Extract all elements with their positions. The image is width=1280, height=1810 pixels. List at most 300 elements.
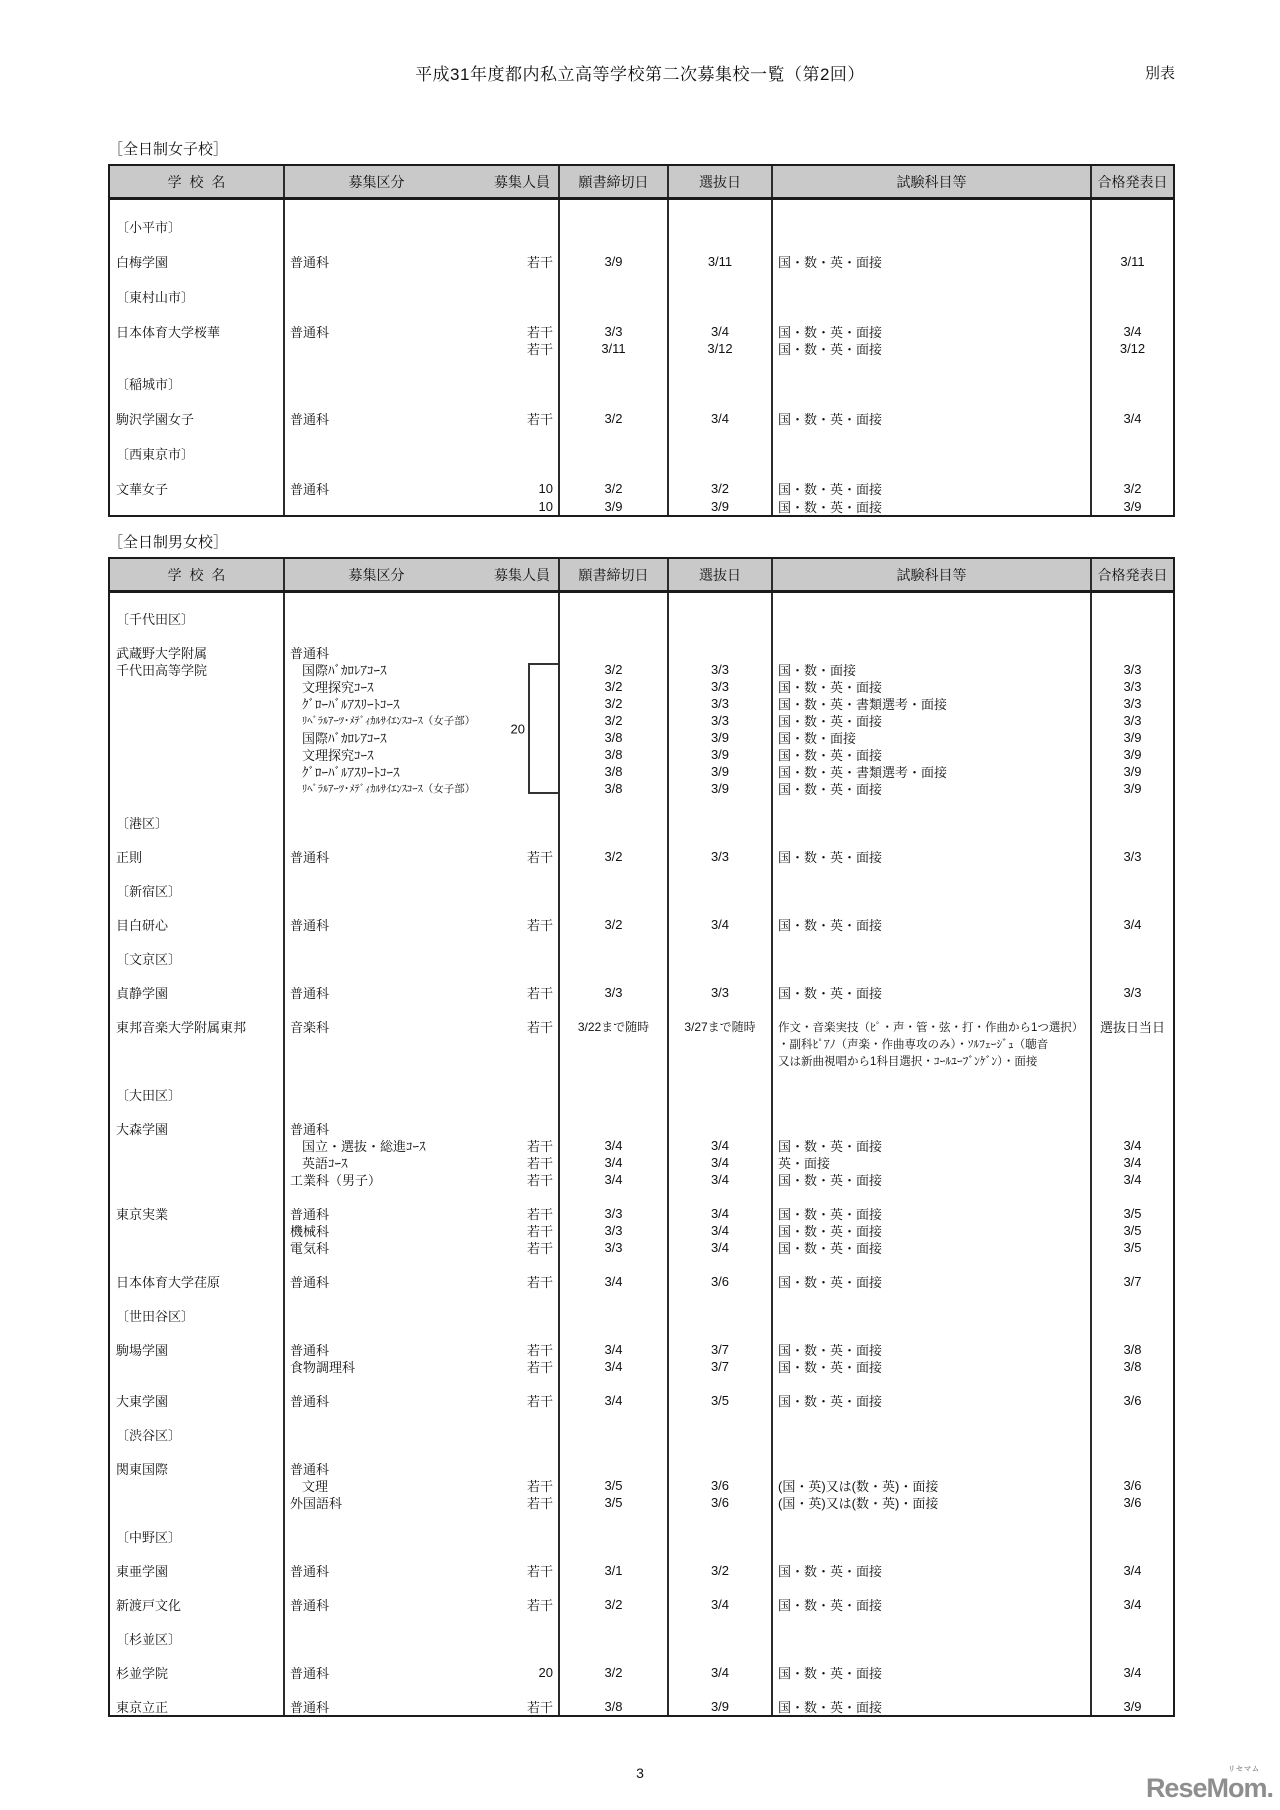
cell-selection-date (669, 428, 773, 446)
cell-announcement: 3/4 (1123, 1155, 1142, 1170)
table-row (110, 1171, 1173, 1188)
cell-deadline (560, 1681, 669, 1698)
cell-division-capacity (285, 1681, 560, 1698)
cell-division-capacity (285, 1086, 560, 1103)
cell-selection-date (669, 1086, 773, 1103)
cell-announcement (1092, 644, 1173, 661)
cell-exam-subjects (773, 1681, 1092, 1698)
cell-division: 普通科 (290, 1122, 330, 1137)
cell-school: 杉並学院 (110, 1664, 285, 1681)
cell-deadline (560, 627, 669, 644)
table-row (110, 1698, 1173, 1715)
table-body (110, 200, 1173, 515)
table-row (110, 763, 1173, 780)
cell-school (110, 358, 285, 376)
cell-deadline (560, 358, 669, 376)
cell-division-capacity (285, 950, 560, 967)
cell-selection-date: 3/5 (669, 1392, 773, 1409)
cell-deadline (560, 1409, 669, 1426)
cell-division: ｸﾞﾛｰﾊﾞﾙｱｽﾘｰﾄｺｰｽ (302, 697, 400, 712)
cell-announcement: 3/3 (1123, 696, 1142, 711)
cell-selection-date (669, 627, 773, 644)
cell-area-label: 〔杉並区〕 (110, 1630, 285, 1647)
cell-capacity: 若干 (526, 412, 553, 428)
cell-announcement (1092, 375, 1173, 393)
cell-exam-subjects: 国・数・英・面接 (773, 746, 1092, 763)
cell-selection-date: 3/4 (669, 1596, 773, 1613)
cell-selection-date (669, 200, 773, 218)
cell-exam-subjects (773, 933, 1092, 950)
cell-deadline (560, 644, 669, 661)
cell-division: 普通科 (290, 646, 330, 661)
cell-exam-subjects (773, 445, 1092, 463)
cell-selection-date (669, 375, 773, 393)
cell-school (110, 1052, 285, 1069)
header-selection-date: 選抜日 (669, 559, 773, 590)
cell-exam-subjects (773, 1290, 1092, 1307)
cell-deadline: 3/9 (560, 498, 669, 516)
cell-school (110, 1188, 285, 1205)
cell-announcement (1092, 967, 1173, 984)
cell-division: 普通科 (290, 1343, 330, 1358)
cell-selection-date (669, 1409, 773, 1426)
cell-deadline (560, 1511, 669, 1528)
cell-division: 音楽科 (290, 1020, 330, 1035)
cell-exam-subjects (773, 1613, 1092, 1630)
cell-announcement: 3/5 (1123, 1223, 1142, 1238)
cell-exam-subjects (773, 831, 1092, 848)
cell-school (110, 235, 285, 253)
blank-row (110, 1324, 1173, 1341)
cell-area-label: 〔千代田区〕 (110, 610, 285, 627)
cell-division-capacity (285, 1392, 560, 1409)
cell-deadline (560, 1528, 669, 1545)
cell-capacity: 若干 (526, 918, 553, 933)
cell-area-label: 〔小平市〕 (110, 218, 285, 236)
cell-exam-subjects (773, 1630, 1092, 1647)
cell-announcement (1092, 1528, 1173, 1545)
cell-announcement: 3/8 (1123, 1342, 1142, 1357)
cell-area-label: 〔港区〕 (110, 814, 285, 831)
cell-division-capacity (285, 1443, 560, 1460)
table-row (110, 1205, 1173, 1222)
cell-division: 普通科 (290, 986, 330, 1001)
cell-announcement (1092, 1035, 1173, 1052)
cell-exam-subjects: 国・数・英・面接 (773, 410, 1092, 428)
cell-division-capacity (285, 1613, 560, 1630)
cell-division-capacity (285, 678, 560, 695)
cell-announcement (1092, 1579, 1173, 1596)
cell-selection-date: 3/4 (669, 1171, 773, 1188)
cell-deadline (560, 375, 669, 393)
cell-deadline: 3/2 (560, 848, 669, 865)
cell-exam-subjects (773, 1460, 1092, 1477)
cell-selection-date: 3/9 (669, 746, 773, 763)
cell-school: 大森学園 (110, 1120, 285, 1137)
cell-exam-subjects: 国・数・英・面接 (773, 498, 1092, 516)
table-row (110, 695, 1173, 712)
cell-announcement (1092, 1647, 1173, 1664)
cell-announcement (1092, 1324, 1173, 1341)
cell-exam-subjects: 国・数・英・面接 (773, 780, 1092, 797)
cell-exam-subjects (773, 627, 1092, 644)
cell-announcement (1092, 1511, 1173, 1528)
cell-selection-date: 3/3 (669, 678, 773, 695)
section-coed-schools (108, 531, 1175, 1717)
cell-exam-subjects: 作文・音楽実技（ﾋﾟ・声・管・弦・打・作曲から1つ選択） (773, 1018, 1092, 1035)
cell-selection-date (669, 610, 773, 627)
cell-division-capacity (285, 340, 560, 358)
blank-row (110, 933, 1173, 950)
cell-capacity: 10 (538, 481, 553, 497)
cell-exam-subjects (773, 967, 1092, 984)
cell-exam-subjects (773, 1511, 1092, 1528)
blank-row (110, 1613, 1173, 1630)
cell-deadline (560, 235, 669, 253)
cell-deadline (560, 1001, 669, 1018)
cell-school: 新渡戸文化 (110, 1596, 285, 1613)
cell-deadline: 3/2 (560, 1664, 669, 1681)
cell-selection-date (669, 1375, 773, 1392)
table-row (110, 480, 1173, 498)
cell-school (110, 1375, 285, 1392)
cell-selection-date (669, 235, 773, 253)
table-row (110, 1392, 1173, 1409)
cell-selection-date: 3/3 (669, 984, 773, 1001)
area-row (110, 1086, 1173, 1103)
area-row (110, 288, 1173, 306)
cell-deadline: 3/4 (560, 1392, 669, 1409)
cell-exam-subjects: 国・数・英・面接 (773, 1562, 1092, 1579)
header-deadline: 願書締切日 (560, 559, 669, 590)
cell-selection-date (669, 1001, 773, 1018)
cell-exam-subjects (773, 1069, 1092, 1086)
cell-exam-subjects: 国・数・英・面接 (773, 1222, 1092, 1239)
cell-school: 貞静学園 (110, 984, 285, 1001)
cell-exam-subjects: 国・数・英・面接 (773, 1664, 1092, 1681)
cell-deadline (560, 1545, 669, 1562)
cell-school (110, 1222, 285, 1239)
cell-deadline (560, 200, 669, 218)
cell-school: 白梅学園 (110, 253, 285, 271)
cell-school (110, 1137, 285, 1154)
cell-deadline: 3/4 (560, 1341, 669, 1358)
cell-division-capacity (285, 729, 560, 746)
cell-division: 機械科 (290, 1224, 330, 1239)
cell-announcement: 3/7 (1123, 1274, 1142, 1289)
cell-area-label: 〔稲城市〕 (110, 375, 285, 393)
cell-school (110, 305, 285, 323)
cell-exam-subjects (773, 814, 1092, 831)
cell-school (110, 1494, 285, 1511)
blank-row (110, 358, 1173, 376)
blank-row (110, 1256, 1173, 1273)
cell-selection-date: 3/9 (669, 780, 773, 797)
cell-selection-date: 3/7 (669, 1341, 773, 1358)
cell-deadline: 3/8 (560, 1698, 669, 1715)
cell-selection-date (669, 967, 773, 984)
cell-announcement (1092, 1290, 1173, 1307)
cell-division-capacity (285, 1494, 560, 1511)
cell-selection-date (669, 463, 773, 481)
table-row (110, 1137, 1173, 1154)
cell-division-capacity (285, 882, 560, 899)
cell-selection-date (669, 1069, 773, 1086)
cell-division-capacity (285, 270, 560, 288)
cell-announcement: 3/9 (1123, 747, 1142, 762)
table-row (110, 848, 1173, 865)
cell-school (110, 695, 285, 712)
cell-school (110, 933, 285, 950)
cell-division-capacity (285, 200, 560, 218)
cell-selection-date (669, 933, 773, 950)
area-row (110, 218, 1173, 236)
cell-announcement (1092, 933, 1173, 950)
cell-division: 電気科 (290, 1241, 330, 1256)
cell-division: 工業科（男子） (290, 1173, 382, 1188)
cell-deadline (560, 814, 669, 831)
cell-announcement (1092, 445, 1173, 463)
cell-selection-date (669, 1035, 773, 1052)
cell-deadline (560, 1426, 669, 1443)
cell-division-capacity (285, 780, 560, 797)
cell-deadline: 3/4 (560, 1154, 669, 1171)
cell-division: 普通科 (290, 1394, 330, 1409)
cell-selection-date: 3/4 (669, 410, 773, 428)
cell-announcement (1092, 1307, 1173, 1324)
cell-capacity: 若干 (526, 324, 553, 340)
cell-announcement (1092, 593, 1173, 610)
table-row (110, 1477, 1173, 1494)
cell-deadline (560, 1103, 669, 1120)
cell-deadline (560, 831, 669, 848)
watermark-ruby: リセマム (1228, 1766, 1260, 1773)
cell-selection-date (669, 1307, 773, 1324)
cell-area-label: 〔新宿区〕 (110, 882, 285, 899)
cell-division-capacity (285, 1664, 560, 1681)
blank-row (110, 831, 1173, 848)
cell-division-capacity (285, 410, 560, 428)
cell-division-capacity (285, 1273, 560, 1290)
cell-division-capacity (285, 1545, 560, 1562)
cell-school (110, 1171, 285, 1188)
cell-deadline (560, 1086, 669, 1103)
cell-deadline: 3/5 (560, 1477, 669, 1494)
cell-selection-date: 3/3 (669, 712, 773, 729)
cell-capacity: 若干 (526, 342, 553, 358)
cell-school: 日本体育大学荏原 (110, 1273, 285, 1290)
cell-school: 関東国際 (110, 1460, 285, 1477)
cell-division-capacity (285, 1120, 560, 1137)
blank-row (110, 1103, 1173, 1120)
blank-row (110, 1647, 1173, 1664)
cell-announcement: 3/3 (1123, 679, 1142, 694)
cell-school (110, 1001, 285, 1018)
cell-selection-date (669, 593, 773, 610)
cell-school (110, 1443, 285, 1460)
cell-deadline (560, 1630, 669, 1647)
cell-selection-date (669, 270, 773, 288)
cell-exam-subjects: (国・英)又は(数・英)・面接 (773, 1477, 1092, 1494)
table-row (110, 1358, 1173, 1375)
table-row (110, 984, 1173, 1001)
cell-division-capacity (285, 831, 560, 848)
cell-selection-date (669, 1052, 773, 1069)
cell-deadline: 3/1 (560, 1562, 669, 1579)
cell-division-capacity (285, 848, 560, 865)
cell-announcement (1092, 305, 1173, 323)
cell-deadline (560, 428, 669, 446)
blank-row (110, 428, 1173, 446)
cell-announcement: 3/3 (1123, 713, 1142, 728)
cell-school: 武蔵野大学附属 (110, 644, 285, 661)
cell-selection-date (669, 358, 773, 376)
cell-announcement: 3/9 (1123, 781, 1142, 796)
cell-school (110, 899, 285, 916)
cell-exam-subjects: 国・数・英・面接 (773, 323, 1092, 341)
cell-division-capacity (285, 1630, 560, 1647)
cell-exam-subjects (773, 882, 1092, 899)
cell-exam-subjects: 国・数・英・面接 (773, 1239, 1092, 1256)
cell-school (110, 1358, 285, 1375)
cell-deadline (560, 1375, 669, 1392)
cell-division-capacity (285, 1290, 560, 1307)
cell-exam-subjects (773, 1528, 1092, 1545)
cell-capacity: 若干 (526, 1139, 553, 1154)
cell-division-capacity (285, 305, 560, 323)
cell-announcement: 3/6 (1123, 1478, 1142, 1493)
cell-division: 普通科 (290, 1598, 330, 1613)
cell-announcement: 選抜日当日 (1099, 1020, 1165, 1035)
cell-division-capacity (285, 1205, 560, 1222)
blank-row (110, 967, 1173, 984)
header-announcement: 合格発表日 (1097, 173, 1168, 190)
table-row (110, 746, 1173, 763)
cell-division-capacity (285, 393, 560, 411)
cell-division-capacity (285, 1511, 560, 1528)
capacity-bracket-value: 20 (510, 721, 525, 736)
cell-deadline (560, 445, 669, 463)
section-label: ［全日制男女校］ (108, 534, 229, 551)
cell-deadline (560, 1443, 669, 1460)
cell-exam-subjects: 国・数・英・面接 (773, 1273, 1092, 1290)
cell-exam-subjects: 国・数・面接 (773, 729, 1092, 746)
cell-division-capacity (285, 1239, 560, 1256)
cell-division-capacity (285, 235, 560, 253)
cell-school (110, 831, 285, 848)
cell-deadline: 3/2 (560, 1596, 669, 1613)
cell-deadline (560, 1579, 669, 1596)
cell-selection-date (669, 1426, 773, 1443)
table-row (110, 1239, 1173, 1256)
cell-division-capacity (285, 1154, 560, 1171)
cell-division-capacity (285, 498, 560, 516)
cell-announcement (1092, 1630, 1173, 1647)
cell-announcement (1092, 270, 1173, 288)
cell-announcement: 3/4 (1123, 323, 1142, 339)
cell-division-capacity (285, 712, 560, 729)
cell-announcement (1092, 950, 1173, 967)
cell-announcement (1092, 1681, 1173, 1698)
cell-school (110, 200, 285, 218)
cell-selection-date (669, 1120, 773, 1137)
header-capacity: 募集人員 (494, 566, 550, 583)
table-row (110, 323, 1173, 341)
cell-division: 普通科 (290, 324, 330, 340)
cell-selection-date (669, 882, 773, 899)
cell-division-capacity (285, 984, 560, 1001)
cell-announcement (1092, 288, 1173, 306)
cell-announcement (1092, 1103, 1173, 1120)
cell-announcement (1092, 1001, 1173, 1018)
cell-exam-subjects (773, 1579, 1092, 1596)
cell-exam-subjects: 国・数・英・書類選考・面接 (773, 763, 1092, 780)
cell-deadline (560, 270, 669, 288)
blank-row (110, 1545, 1173, 1562)
cell-division-capacity (285, 763, 560, 780)
cell-division: ｸﾞﾛｰﾊﾞﾙｱｽﾘｰﾄｺｰｽ (302, 765, 400, 780)
cell-exam-subjects (773, 797, 1092, 814)
cell-capacity: 若干 (526, 254, 553, 270)
cell-division-capacity (285, 445, 560, 463)
cell-selection-date: 3/4 (669, 1205, 773, 1222)
cell-school (110, 1239, 285, 1256)
cell-school (110, 780, 285, 797)
cell-division: 食物調理科 (290, 1360, 356, 1375)
table-row (110, 1120, 1173, 1137)
cell-deadline: 3/4 (560, 1273, 669, 1290)
table-row (110, 1222, 1173, 1239)
cell-exam-subjects (773, 1647, 1092, 1664)
cell-deadline (560, 865, 669, 882)
cell-school (110, 1477, 285, 1494)
table-row (110, 678, 1173, 695)
cell-announcement (1092, 831, 1173, 848)
cell-area-label: 〔渋谷区〕 (110, 1426, 285, 1443)
cell-area-label: 〔中野区〕 (110, 1528, 285, 1545)
cell-exam-subjects: 国・数・英・面接 (773, 1171, 1092, 1188)
cell-school (110, 678, 285, 695)
cell-exam-subjects: 国・数・英・面接 (773, 712, 1092, 729)
table-row (110, 410, 1173, 428)
table-row (110, 498, 1173, 516)
blank-row (110, 899, 1173, 916)
cell-exam-subjects: 国・数・英・面接 (773, 1137, 1092, 1154)
table-row (110, 916, 1173, 933)
cell-school (110, 1647, 285, 1664)
cell-capacity: 若干 (526, 1224, 553, 1239)
table-row (110, 253, 1173, 271)
cell-selection-date (669, 831, 773, 848)
cell-announcement: 3/4 (1123, 1597, 1142, 1612)
area-row (110, 1528, 1173, 1545)
table-row (110, 1596, 1173, 1613)
cell-selection-date (669, 797, 773, 814)
cell-selection-date (669, 1188, 773, 1205)
section-label: ［全日制女子校］ (108, 141, 229, 158)
cell-deadline: 3/8 (560, 746, 669, 763)
cell-deadline: 3/3 (560, 1205, 669, 1222)
cell-division-capacity (285, 695, 560, 712)
cell-division: 国際ﾊﾞｶﾛﾚｱｺｰｽ (302, 663, 387, 678)
cell-deadline (560, 1307, 669, 1324)
cell-deadline (560, 1460, 669, 1477)
cell-division: 国立・選抜・総進ｺｰｽ (302, 1139, 426, 1154)
cell-division-capacity (285, 375, 560, 393)
cell-announcement (1092, 1426, 1173, 1443)
header-division-capacity (285, 559, 560, 590)
cell-division-capacity (285, 1256, 560, 1273)
